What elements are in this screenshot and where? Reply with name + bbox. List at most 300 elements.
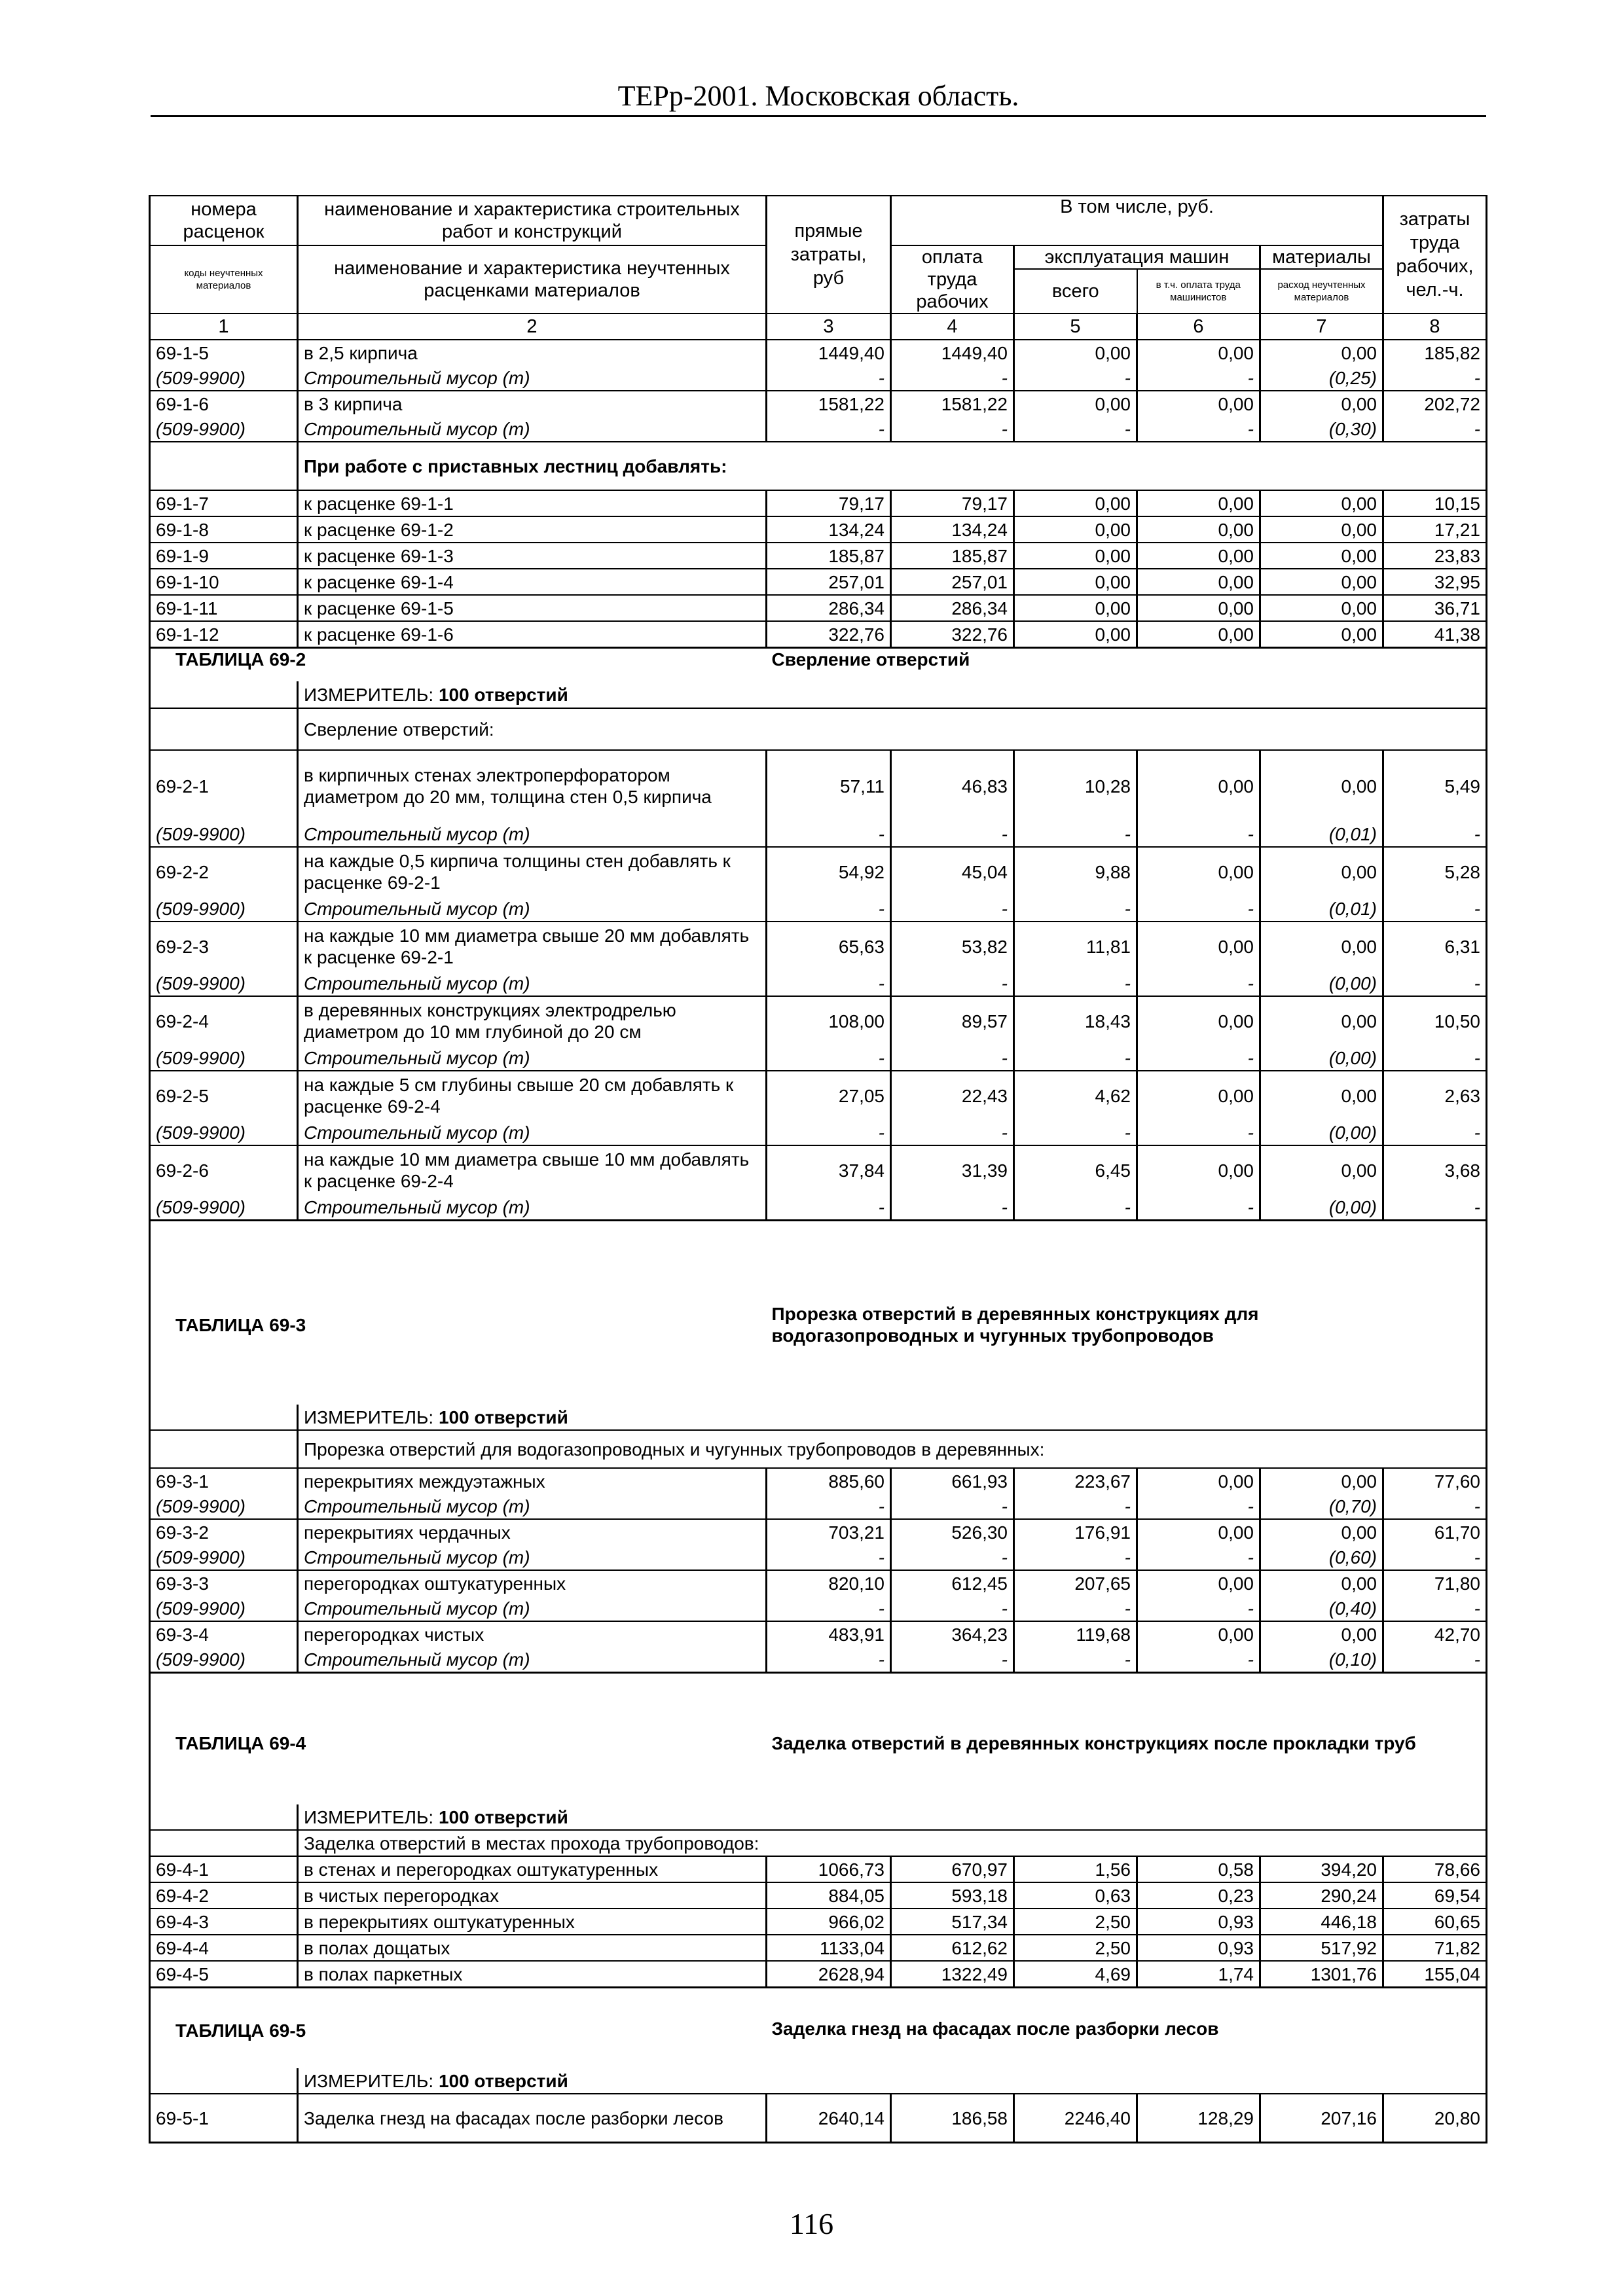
col-num: 6	[1137, 314, 1260, 340]
machines-total: 9,88	[1014, 847, 1137, 896]
table-title-row	[150, 1221, 1487, 1405]
material-name: Строительный мусор (т)	[298, 1045, 767, 1071]
labor-pay: 1449,40	[891, 340, 1014, 365]
dash: -	[1014, 416, 1137, 442]
unit-label	[298, 2068, 1487, 2094]
rate-code: 69-1-9	[150, 543, 298, 569]
section-row	[150, 442, 1487, 490]
unit-value: 100 отверстий	[438, 1407, 568, 1427]
labor-hours: 71,82	[1383, 1935, 1487, 1961]
col-machines-total-header: всего	[1015, 270, 1138, 313]
col-materials-group	[1260, 245, 1383, 314]
material-row	[150, 896, 1487, 922]
dash: -	[1383, 1494, 1487, 1519]
dash: -	[767, 365, 891, 391]
table-row	[150, 340, 1487, 365]
machines-total: 11,81	[1014, 922, 1137, 971]
machines-labor: 0,00	[1137, 1071, 1260, 1120]
material-consumption: (0,70)	[1260, 1494, 1383, 1519]
machines-labor: 0,00	[1137, 1468, 1260, 1494]
materials: 0,00	[1260, 621, 1383, 648]
direct-cost: 2628,94	[767, 1961, 891, 1988]
col-machines-group	[1014, 245, 1260, 314]
document-header: ТЕРр-2001. Московская область.	[151, 77, 1486, 117]
rate-name: в деревянных конструкциях электродрелью диаметром до 10 мм глубиной до 20 см	[298, 996, 767, 1045]
col-code-sub-header: коды неучтенных материалов	[150, 245, 298, 314]
materials: 446,18	[1260, 1909, 1383, 1935]
direct-cost: 884,05	[767, 1882, 891, 1909]
material-code: (509-9900)	[150, 1494, 298, 1519]
material-row	[150, 1120, 1487, 1145]
rate-code: 69-2-5	[150, 1071, 298, 1120]
column-numbers-row	[150, 314, 1487, 340]
dash: -	[1383, 1647, 1487, 1673]
material-consumption: (0,60)	[1260, 1545, 1383, 1570]
col-num: 1	[150, 314, 298, 340]
rate-name: на каждые 10 мм диаметра свыше 10 мм добавлять к расценке 69-2-4	[298, 1145, 767, 1194]
table-row	[150, 1145, 1487, 1194]
material-code: (509-9900)	[150, 365, 298, 391]
machines-labor: 0,00	[1137, 516, 1260, 543]
rate-code: 69-3-1	[150, 1468, 298, 1494]
labor-pay: 89,57	[891, 996, 1014, 1045]
material-consumption: (0,10)	[1260, 1647, 1383, 1673]
table-row	[150, 750, 1487, 821]
section-row	[150, 1830, 1487, 1856]
rate-name: в стенах и перегородках оштукатуренных	[298, 1856, 767, 1882]
col-num: 8	[1383, 314, 1487, 340]
dash: -	[891, 365, 1014, 391]
dash: -	[891, 1545, 1014, 1570]
dash: -	[1014, 1194, 1137, 1221]
machines-total: 0,00	[1014, 595, 1137, 621]
labor-hours: 69,54	[1383, 1882, 1487, 1909]
materials: 0,00	[1260, 1145, 1383, 1194]
unit-value: 100 отверстий	[438, 2070, 568, 2091]
col-materials-header: материалы	[1261, 246, 1382, 270]
labor-hours: 2,63	[1383, 1071, 1487, 1120]
rate-code: 69-4-4	[150, 1935, 298, 1961]
direct-cost: 1066,73	[767, 1856, 891, 1882]
labor-hours: 61,70	[1383, 1519, 1487, 1545]
machines-labor: 0,23	[1137, 1882, 1260, 1909]
material-consumption: (0,00)	[1260, 971, 1383, 996]
machines-labor: 0,00	[1137, 595, 1260, 621]
material-name: Строительный мусор (т)	[298, 1596, 767, 1621]
material-name: Строительный мусор (т)	[298, 365, 767, 391]
dash: -	[767, 1647, 891, 1673]
direct-cost: 37,84	[767, 1145, 891, 1194]
machines-labor: 0,00	[1137, 340, 1260, 365]
rate-code: 69-3-2	[150, 1519, 298, 1545]
rate-code: 69-2-4	[150, 996, 298, 1045]
rate-name: в кирпичных стенах электроперфоратором диаметром до 20 мм, толщина стен 0,5 кирпича	[298, 750, 767, 821]
direct-cost: 703,21	[767, 1519, 891, 1545]
machines-labor: 0,00	[1137, 750, 1260, 821]
labor-hours: 155,04	[1383, 1961, 1487, 1988]
col-num: 4	[891, 314, 1014, 340]
rate-code: 69-2-3	[150, 922, 298, 971]
labor-pay: 670,97	[891, 1856, 1014, 1882]
machines-labor: 0,00	[1137, 490, 1260, 516]
material-consumption: (0,00)	[1260, 1194, 1383, 1221]
rate-name: Заделка гнезд на фасадах после разборки лесов	[298, 2094, 767, 2143]
materials: 0,00	[1260, 922, 1383, 971]
machines-total: 1,56	[1014, 1856, 1137, 1882]
table-69-5	[150, 1988, 1487, 2094]
materials: 0,00	[1260, 1468, 1383, 1494]
dash: -	[767, 1596, 891, 1621]
materials: 394,20	[1260, 1856, 1383, 1882]
table-row	[150, 1909, 1487, 1935]
rate-code: 69-1-6	[150, 391, 298, 416]
dash: -	[1383, 1596, 1487, 1621]
dash: -	[891, 1494, 1014, 1519]
materials: 0,00	[1260, 1621, 1383, 1647]
machines-labor: 0,00	[1137, 543, 1260, 569]
empty-cell	[150, 442, 298, 490]
section-row	[150, 708, 1487, 750]
rate-name: перекрытиях чердачных	[298, 1519, 767, 1545]
dash: -	[1137, 1120, 1260, 1145]
rate-code: 69-1-12	[150, 621, 298, 648]
empty-cell	[150, 708, 298, 750]
col-direct-header: прямые затраты, руб	[767, 196, 891, 314]
material-name: Строительный мусор (т)	[298, 416, 767, 442]
materials: 0,00	[1260, 996, 1383, 1045]
rate-name: перекрытиях междуэтажных	[298, 1468, 767, 1494]
material-code: (509-9900)	[150, 1647, 298, 1673]
dash: -	[767, 821, 891, 847]
machines-total: 0,00	[1014, 569, 1137, 595]
section-title: Заделка отверстий в местах прохода трубопроводов:	[298, 1830, 1487, 1856]
materials: 0,00	[1260, 391, 1383, 416]
machines-labor: 0,58	[1137, 1856, 1260, 1882]
unit-label-text: ИЗМЕРИТЕЛЬ:	[304, 1407, 434, 1427]
col-labor-cost-header: затраты труда рабочих, чел.-ч.	[1383, 196, 1487, 314]
dash: -	[1137, 821, 1260, 847]
material-code: (509-9900)	[150, 416, 298, 442]
dash: -	[891, 416, 1014, 442]
material-name: Строительный мусор (т)	[298, 1545, 767, 1570]
machines-total: 0,00	[1014, 340, 1137, 365]
materials: 0,00	[1260, 750, 1383, 821]
materials: 290,24	[1260, 1882, 1383, 1909]
table-row	[150, 1621, 1487, 1647]
machines-total: 4,62	[1014, 1071, 1137, 1120]
direct-cost: 65,63	[767, 922, 891, 971]
machines-total: 6,45	[1014, 1145, 1137, 1194]
col-materials-sub-header: расход неучтенных материалов	[1277, 279, 1366, 303]
materials: 0,00	[1260, 1519, 1383, 1545]
labor-hours: 60,65	[1383, 1909, 1487, 1935]
machines-labor: 1,74	[1137, 1961, 1260, 1988]
machines-labor: 0,93	[1137, 1935, 1260, 1961]
table-title-row	[150, 648, 1487, 682]
rate-code: 69-3-4	[150, 1621, 298, 1647]
material-consumption: (0,40)	[1260, 1596, 1383, 1621]
table-title: Прорезка отверстий в деревянных конструкциях для водогазопроводных и чугунных трубопроводов	[767, 1221, 1487, 1405]
machines-labor: 0,00	[1137, 569, 1260, 595]
material-name: Строительный мусор (т)	[298, 971, 767, 996]
table-row	[150, 1882, 1487, 1909]
rate-code: 69-1-7	[150, 490, 298, 516]
labor-pay: 46,83	[891, 750, 1014, 821]
material-name: Строительный мусор (т)	[298, 896, 767, 922]
material-row	[150, 821, 1487, 847]
machines-labor: 0,00	[1137, 847, 1260, 896]
unit-row	[150, 1804, 1487, 1830]
machines-labor: 0,00	[1137, 1519, 1260, 1545]
material-consumption: (0,00)	[1260, 1045, 1383, 1071]
labor-pay: 364,23	[891, 1621, 1014, 1647]
unit-label	[298, 1804, 1487, 1830]
dash: -	[767, 1494, 891, 1519]
dash: -	[1137, 1194, 1260, 1221]
dash: -	[767, 1045, 891, 1071]
unit-label	[298, 1405, 1487, 1430]
material-row	[150, 971, 1487, 996]
materials: 0,00	[1260, 543, 1383, 569]
rate-code: 69-1-11	[150, 595, 298, 621]
materials: 207,16	[1260, 2094, 1383, 2143]
col-num: 2	[298, 314, 767, 340]
dash: -	[1014, 971, 1137, 996]
labor-pay: 661,93	[891, 1468, 1014, 1494]
dash: -	[1137, 1494, 1260, 1519]
table-row	[150, 996, 1487, 1045]
rate-code: 69-1-8	[150, 516, 298, 543]
labor-hours: 71,80	[1383, 1570, 1487, 1596]
empty-cell	[150, 681, 298, 708]
machines-total: 223,67	[1014, 1468, 1137, 1494]
material-code: (509-9900)	[150, 1545, 298, 1570]
machines-total: 18,43	[1014, 996, 1137, 1045]
table-69-4-rows	[150, 1856, 1487, 1988]
labor-hours: 5,28	[1383, 847, 1487, 896]
material-code: (509-9900)	[150, 1596, 298, 1621]
materials: 0,00	[1260, 1570, 1383, 1596]
labor-pay: 22,43	[891, 1071, 1014, 1120]
machines-labor: 0,93	[1137, 1909, 1260, 1935]
col-num: 3	[767, 314, 891, 340]
rate-name: в 3 кирпича	[298, 391, 767, 416]
labor-hours: 42,70	[1383, 1621, 1487, 1647]
material-name: Строительный мусор (т)	[298, 1494, 767, 1519]
dash: -	[891, 821, 1014, 847]
rate-name: перегородках оштукатуренных	[298, 1570, 767, 1596]
dash: -	[1137, 1045, 1260, 1071]
labor-hours: 5,49	[1383, 750, 1487, 821]
dash: -	[891, 971, 1014, 996]
labor-pay: 322,76	[891, 621, 1014, 648]
machines-labor: 128,29	[1137, 2094, 1260, 2143]
labor-pay: 1581,22	[891, 391, 1014, 416]
material-row	[150, 1494, 1487, 1519]
table-69-1-rows	[150, 490, 1487, 648]
col-labor-pay-header: оплата труда рабочих	[891, 245, 1014, 314]
machines-total: 2,50	[1014, 1909, 1137, 1935]
material-code: (509-9900)	[150, 896, 298, 922]
rate-code: 69-3-3	[150, 1570, 298, 1596]
dash: -	[767, 971, 891, 996]
labor-hours: 3,68	[1383, 1145, 1487, 1194]
rate-name: к расценке 69-1-5	[298, 595, 767, 621]
material-code: (509-9900)	[150, 1120, 298, 1145]
direct-cost: 483,91	[767, 1621, 891, 1647]
material-row	[150, 1647, 1487, 1673]
machines-labor: 0,00	[1137, 996, 1260, 1045]
labor-pay: 612,62	[891, 1935, 1014, 1961]
rate-code: 69-4-3	[150, 1909, 298, 1935]
direct-cost: 885,60	[767, 1468, 891, 1494]
direct-cost: 185,87	[767, 543, 891, 569]
rate-name: к расценке 69-1-6	[298, 621, 767, 648]
dash: -	[891, 1120, 1014, 1145]
labor-pay: 1322,49	[891, 1961, 1014, 1988]
rate-name: к расценке 69-1-4	[298, 569, 767, 595]
table-number: ТАБЛИЦА 69-5	[150, 1988, 767, 2069]
rate-name: в перекрытиях оштукатуренных	[298, 1909, 767, 1935]
dash: -	[891, 1045, 1014, 1071]
machines-total: 176,91	[1014, 1519, 1137, 1545]
table-69-2	[150, 648, 1487, 751]
table-row	[150, 1519, 1487, 1545]
dash: -	[1014, 1596, 1137, 1621]
rate-name: перегородках чистых	[298, 1621, 767, 1647]
table-row	[150, 847, 1487, 896]
materials: 0,00	[1260, 340, 1383, 365]
material-row	[150, 1545, 1487, 1570]
machines-total: 0,00	[1014, 621, 1137, 648]
table-69-5-rows	[150, 2094, 1487, 2143]
table-69-3	[150, 1221, 1487, 1469]
machines-total: 2,50	[1014, 1935, 1137, 1961]
rate-code: 69-1-5	[150, 340, 298, 365]
table-row	[150, 1468, 1487, 1494]
materials: 0,00	[1260, 516, 1383, 543]
material-row	[150, 1045, 1487, 1071]
machines-labor: 0,00	[1137, 1145, 1260, 1194]
material-name: Строительный мусор (т)	[298, 1120, 767, 1145]
table-title: Заделка отверстий в деревянных конструкциях после прокладки труб	[767, 1673, 1487, 1805]
empty-cell	[150, 1830, 298, 1856]
table-row	[150, 2094, 1487, 2143]
table-title-row	[150, 1673, 1487, 1805]
rate-name: на каждые 5 см глубины свыше 20 см добавлять к расценке 69-2-4	[298, 1071, 767, 1120]
dash: -	[767, 1545, 891, 1570]
table-row	[150, 569, 1487, 595]
unit-value: 100 отверстий	[438, 684, 568, 705]
rate-name: в 2,5 кирпича	[298, 340, 767, 365]
direct-cost: 1449,40	[767, 340, 891, 365]
table-row	[150, 595, 1487, 621]
direct-cost: 27,05	[767, 1071, 891, 1120]
dash: -	[1383, 1120, 1487, 1145]
section-title: Сверление отверстий:	[298, 708, 1487, 750]
machines-total: 119,68	[1014, 1621, 1137, 1647]
col-name-sub-header: наименование и характеристика неучтенных расценками материалов	[298, 245, 767, 314]
table-row	[150, 1935, 1487, 1961]
materials: 517,92	[1260, 1935, 1383, 1961]
page-number: 116	[789, 2207, 834, 2240]
labor-hours: 17,21	[1383, 516, 1487, 543]
labor-hours: 41,38	[1383, 621, 1487, 648]
rate-code: 69-1-10	[150, 569, 298, 595]
labor-hours: 10,15	[1383, 490, 1487, 516]
table-row	[150, 1856, 1487, 1882]
unit-label-text: ИЗМЕРИТЕЛЬ:	[304, 1806, 434, 1827]
dash: -	[1383, 971, 1487, 996]
labor-pay: 134,24	[891, 516, 1014, 543]
direct-cost: 966,02	[767, 1909, 891, 1935]
labor-hours: 77,60	[1383, 1468, 1487, 1494]
machines-total: 0,63	[1014, 1882, 1137, 1909]
table-number: ТАБЛИЦА 69-3	[150, 1221, 767, 1405]
direct-cost: 257,01	[767, 569, 891, 595]
rate-code: 69-2-1	[150, 750, 298, 821]
dash: -	[1137, 365, 1260, 391]
unit-value: 100 отверстий	[438, 1806, 568, 1827]
table-69-4	[150, 1673, 1487, 1857]
labor-pay: 79,17	[891, 490, 1014, 516]
machines-labor: 0,00	[1137, 391, 1260, 416]
table-row	[150, 621, 1487, 648]
labor-hours: 23,83	[1383, 543, 1487, 569]
dash: -	[1383, 821, 1487, 847]
material-code: (509-9900)	[150, 821, 298, 847]
direct-cost: 2640,14	[767, 2094, 891, 2143]
materials: 0,00	[1260, 490, 1383, 516]
dash: -	[891, 1194, 1014, 1221]
table-number: ТАБЛИЦА 69-4	[150, 1673, 767, 1805]
materials: 0,00	[1260, 595, 1383, 621]
material-code: (509-9900)	[150, 1045, 298, 1071]
direct-cost: 134,24	[767, 516, 891, 543]
table-title: Заделка гнезд на фасадах после разборки лесов	[767, 1988, 1487, 2069]
table-row	[150, 543, 1487, 569]
dash: -	[767, 1194, 891, 1221]
dash: -	[1137, 1545, 1260, 1570]
labor-pay: 517,34	[891, 1909, 1014, 1935]
labor-hours: 32,95	[1383, 569, 1487, 595]
dash: -	[1014, 1045, 1137, 1071]
machines-total: 207,65	[1014, 1570, 1137, 1596]
labor-pay: 257,01	[891, 569, 1014, 595]
empty-cell	[150, 1430, 298, 1468]
rate-code: 69-2-6	[150, 1145, 298, 1194]
labor-pay: 185,87	[891, 543, 1014, 569]
unit-label-text: ИЗМЕРИТЕЛЬ:	[304, 684, 434, 705]
dash: -	[1014, 1120, 1137, 1145]
table-row	[150, 922, 1487, 971]
dash: -	[1014, 1647, 1137, 1673]
machines-total: 0,00	[1014, 490, 1137, 516]
direct-cost: 322,76	[767, 621, 891, 648]
table-row	[150, 516, 1487, 543]
direct-cost: 286,34	[767, 595, 891, 621]
rate-name: к расценке 69-1-1	[298, 490, 767, 516]
table-row	[150, 1570, 1487, 1596]
machines-total: 0,00	[1014, 391, 1137, 416]
section-title: При работе с приставных лестниц добавлять:	[298, 442, 1487, 490]
dash: -	[767, 416, 891, 442]
labor-pay: 186,58	[891, 2094, 1014, 2143]
col-num: 5	[1014, 314, 1137, 340]
labor-pay: 612,45	[891, 1570, 1014, 1596]
col-incl-header: В том числе, руб.	[891, 196, 1383, 245]
table-row	[150, 1071, 1487, 1120]
